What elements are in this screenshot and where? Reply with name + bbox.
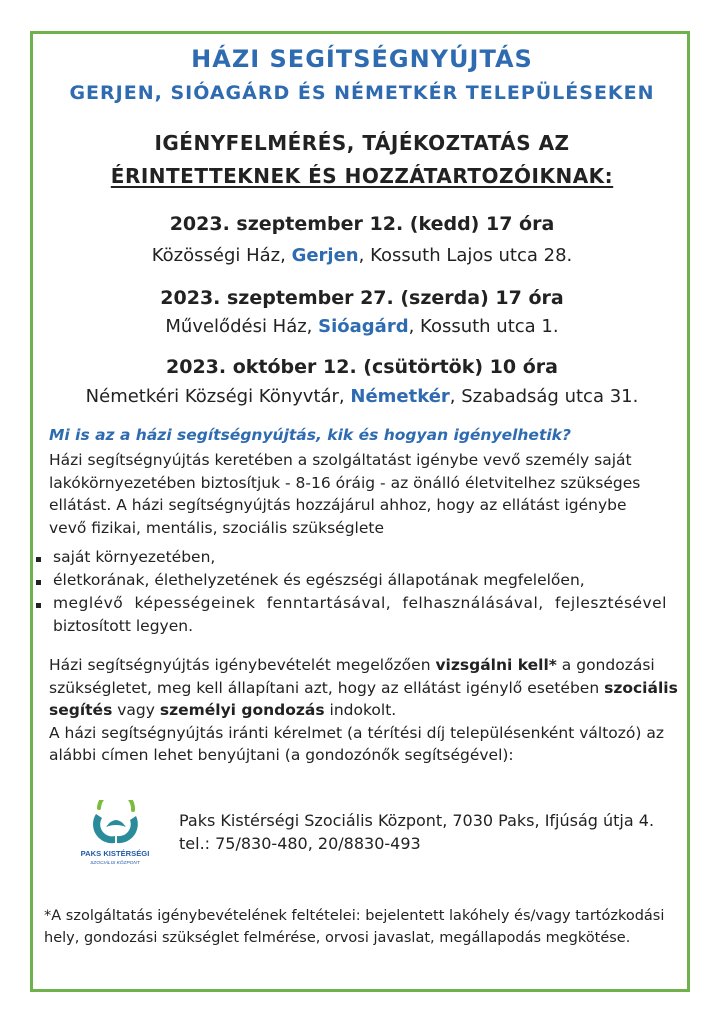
- office-phone: tel.: 75/830-480, 20/8830-493: [179, 834, 421, 853]
- page-subtitle: GERJEN, SIÓAGÁRD ÉS NÉMETKÉR TELEPÜLÉSEKEN: [69, 82, 655, 104]
- section-heading-line-1: IGÉNYFELMÉRÉS, TÁJÉKOZTATÁS AZ: [154, 131, 570, 155]
- event-date: 2023. szeptember 27. (szerda) 17 óra: [160, 287, 564, 309]
- logo-emblem-icon: [80, 800, 150, 872]
- intro-paragraph: Házi segítségnyújtás keretében a szolgáltatást igénybe vevő személy saját lakókörnyezetében biztosítjuk - 8-16 óráig - az önálló életvitelhez szükséges ellátást. A házi segítségnyújtás hozzájárul ahhoz, hogy az ellátást igénybe vevő fizikai, mentális, szociális szükséglete: [49, 451, 641, 537]
- paks-kistersegi-logo: [80, 800, 150, 872]
- event-date: 2023. október 12. (csütörtök) 10 óra: [166, 356, 558, 378]
- bullet-item: saját környezetében,: [53, 548, 216, 566]
- svg-text:PAKS KISTÉRSÉGI: PAKS KISTÉRSÉGI: [80, 849, 150, 858]
- event-location: Művelődési Ház, Sióagárd, Kossuth utca 1.: [165, 316, 559, 337]
- page-title: HÁZI SEGÍTSÉGNYÚJTÁS: [191, 45, 533, 73]
- bullet-item: életkorának, élethelyzetének és egészségi állapotának megfelelően,: [53, 571, 585, 589]
- event-location: Közösségi Ház, Gerjen, Kossuth Lajos utca 28.: [151, 245, 573, 266]
- bullet-item-continuation: biztosított legyen.: [53, 617, 194, 635]
- footnote: *A szolgáltatás igénybevételének feltételei: bejelentett lakóhely és/vagy tartózkodási hely, gondozási szükséglet felmérése, orvosi javaslat, megállapodás megkötése.: [44, 908, 665, 946]
- assessment-paragraph: Házi segítségnyújtás igénybevételét megelőzően vizsgálni kell* a gondozási szükségletet, meg kell állapítani azt, hogy az ellátást igénylő esetében szociális segítés vagy személyi gondozás indokolt. A házi segítségnyújtás iránti kérelmet (a térítési díj településenként változó) az alábbi címen lehet benyújtani (a gondozónők segítségével):: [49, 656, 678, 764]
- svg-text:SZOCIÁLIS KÖZPONT: SZOCIÁLIS KÖZPONT: [90, 861, 140, 866]
- section-heading-line-2: ÉRINTETTEKNEK ÉS HOZZÁTARTOZÓIKNAK:: [110, 164, 614, 188]
- office-address: Paks Kistérségi Szociális Központ, 7030 Paks, Ifjúság útja 4.: [179, 811, 655, 830]
- event-location: Németkéri Községi Könyvtár, Németkér, Szabadság utca 31.: [85, 386, 639, 407]
- faq-question: Mi is az a házi segítségnyújtás, kik és hogyan igényelhetik?: [49, 426, 571, 444]
- bullet-marker: [36, 557, 41, 562]
- bullet-marker: [36, 580, 41, 585]
- event-date: 2023. szeptember 12. (kedd) 17 óra: [169, 213, 555, 235]
- bullet-marker: [36, 603, 41, 608]
- bullet-item: meglévő képességeinek fenntartásával, felhasználásával, fejlesztésével: [53, 594, 667, 612]
